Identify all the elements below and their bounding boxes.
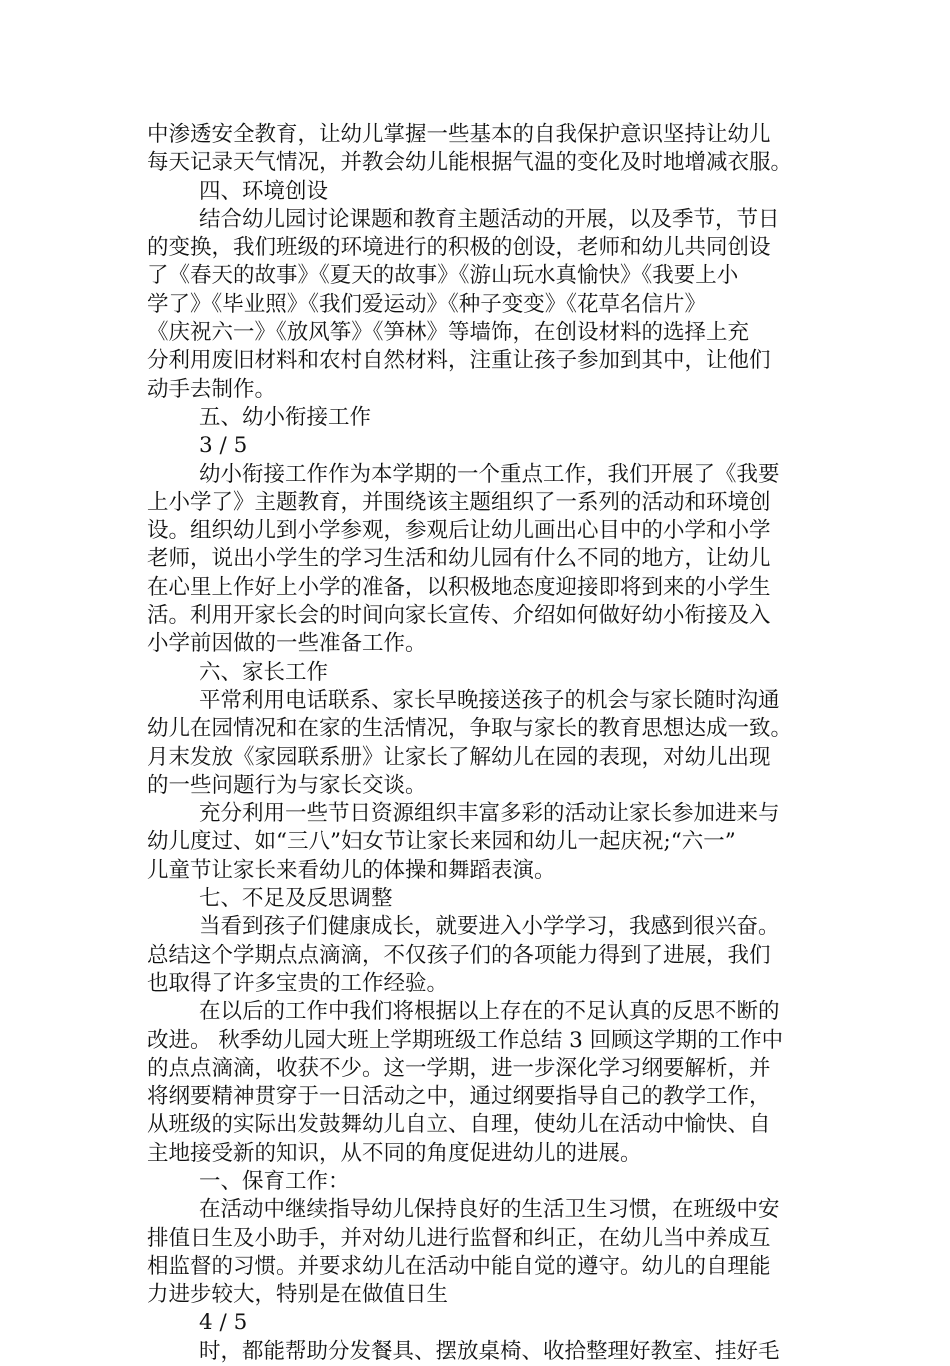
text-line: 每天记录天气情况，并教会幼儿能根据气温的变化及时地增减衣服。 xyxy=(147,150,793,176)
text-line: 中渗透安全教育，让幼儿掌握一些基本的自我保护意识坚持让幼儿 xyxy=(147,122,771,147)
text-line: 学了》《毕业照》《我们爱运动》《种子变变》《花草名信片》 xyxy=(147,291,707,317)
section-heading: 一、保育工作： xyxy=(199,1168,350,1194)
text-line: 的点点滴滴，收获不少。这一学期，进一步深化学习纲要解析，并 xyxy=(147,1055,771,1081)
page-number: 4 / 5 xyxy=(199,1310,248,1336)
text-line: 在以后的工作中我们将根据以上存在的不足认真的反思不断的 xyxy=(199,999,780,1025)
text-line: 也取得了许多宝贵的工作经验。 xyxy=(147,970,449,996)
text-line: 改进。 秋季幼儿园大班上学期班级工作总结 3 回顾这学期的工作中 xyxy=(147,1027,784,1053)
text-line: 活。利用开家长会的时间向家长宣传、介绍如何做好幼小衔接及入 xyxy=(147,603,771,629)
text-line: 在心里上作好上小学的准备，以积极地态度迎接即将到来的小学生 xyxy=(147,574,771,600)
text-line: 主地接受新的知识，从不同的角度促进幼儿的进展。 xyxy=(147,1140,642,1166)
text-line: 上小学了》主题教育，并围绕该主题组织了一系列的活动和环境创 xyxy=(147,489,771,515)
section-heading: 六、家长工作 xyxy=(199,659,329,685)
text-line: 从班级的实际出发鼓舞幼儿自立、自理，使幼儿在活动中愉快、自 xyxy=(147,1112,771,1138)
text-line: 力进步较大，特别是在做值日生 xyxy=(147,1282,449,1308)
text-line: 平常利用电话联系、家长早晚接送孩子的机会与家长随时沟通 xyxy=(199,687,780,713)
text-line: 相监督的习惯。并要求幼儿在活动中能自觉的遵守。幼儿的自理能 xyxy=(147,1253,771,1279)
text-line: 的一些问题行为与家长交谈。 xyxy=(147,772,427,798)
text-line: 儿童节让家长来看幼儿的体操和舞蹈表演。 xyxy=(147,857,556,883)
text-line: 当看到孩子们健康成长，就要进入小学学习，我感到很兴奋。 xyxy=(199,914,780,940)
text-line: 时，都能帮助分发餐具、摆放桌椅、收拾整理好教室、挂好毛 xyxy=(199,1338,780,1364)
text-line: 在活动中继续指导幼儿保持良好的生活卫生习惯，在班级中安 xyxy=(199,1197,780,1223)
text-line: 幼儿在园情况和在家的生活情况，争取与家长的教育思想达成一致。 xyxy=(147,716,793,742)
section-heading: 七、不足及反思调整 xyxy=(199,886,393,912)
text-line: 总结这个学期点点滴滴，不仅孩子们的各项能力得到了进展，我们 xyxy=(147,942,771,968)
text-line: 设。组织幼儿到小学参观，参观后让幼儿画出心目中的小学和小学 xyxy=(147,518,771,544)
text-line: 小学前因做的一些准备工作。 xyxy=(147,631,427,657)
text-line: 排值日生及小助手，并对幼儿进行监督和纠正，在幼儿当中养成互 xyxy=(147,1225,771,1251)
text-line: 的变换，我们班级的环境进行的积极的创设，老师和幼儿共同创设 xyxy=(147,235,771,261)
text-line: 动手去制作。 xyxy=(147,376,277,402)
text-line: 月末发放《家园联系册》让家长了解幼儿在园的表现，对幼儿出现 xyxy=(147,744,771,770)
text-line: 充分利用一些节日资源组织丰富多彩的活动让家长参加进来与 xyxy=(199,801,780,827)
text-line: 幼儿度过、如“三八”妇女节让家长来园和幼儿一起庆祝;“六一” xyxy=(147,829,736,855)
text-line: 结合幼儿园讨论课题和教育主题活动的开展，以及季节，节日 xyxy=(199,206,780,232)
text-line: 将纲要精神贯穿于一日活动之中，通过纲要指导自己的教学工作， xyxy=(147,1084,771,1110)
section-heading: 五、幼小衔接工作 xyxy=(199,404,372,430)
text-line: 幼小衔接工作作为本学期的一个重点工作，我们开展了《我要 xyxy=(199,461,780,487)
text-line: 老师，说出小学生的学习生活和幼儿园有什么不同的地方，让幼儿 xyxy=(147,546,771,572)
text-line: 《庆祝六一》《放风筝》《笋林》等墙饰，在创设材料的选择上充 xyxy=(147,320,750,346)
document-body xyxy=(147,121,817,1366)
page-number: 3 / 5 xyxy=(199,433,248,459)
text-line: 了《春天的故事》《夏天的故事》《游山玩水真愉快》《我要上小 xyxy=(147,263,739,289)
section-heading: 四、环境创设 xyxy=(199,178,329,204)
text-line: 分利用废旧材料和农村自然材料，注重让孩子参加到其中，让他们 xyxy=(147,348,771,374)
